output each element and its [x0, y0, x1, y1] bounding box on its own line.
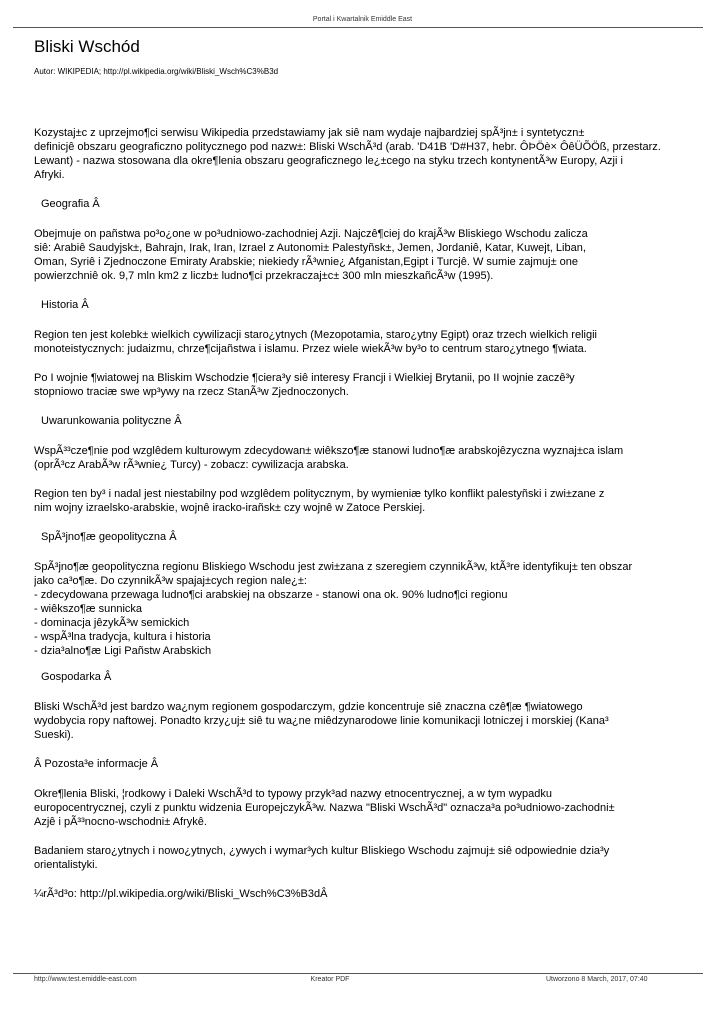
text-line: powierzchniê ok. 9,7 mln km2 z liczb± ludno¶ci przekraczaj±c± 300 mln mieszkañcÃ³w (1995).: [34, 270, 494, 282]
text-line: europocentrycznej, czyli z punktu widzenia EuropejczykÃ³w. Nazwa "Bliski WschÃ³d" oznacza³a po³udniowo-zachodni±: [34, 802, 615, 814]
text-line: nim wojny izraelsko-arabskie, wojnê iracko-irañsk± czy wojnê w Zatoce Perskiej.: [34, 502, 426, 514]
text-line: Kozystaj±c z uprzejmo¶ci serwisu Wikipedia przedstawiamy jak siê nam wydaje najbardziej spÃ³jn± i syntetyczn±: [34, 127, 585, 139]
list-item: - zdecydowana przewaga ludno¶ci arabskiej na obszarze - stanowi ona ok. 90% ludno¶ci regionu: [34, 589, 508, 601]
page-title: Bliski Wschód: [34, 37, 140, 56]
historia-paragraph-1: [34, 328, 725, 356]
text-line: Bliski WschÃ³d jest bardzo wa¿nym regionem gospodarczym, gdzie koncentruje siê znaczna czê¶æ ¶wiatowego: [34, 701, 583, 713]
historia-paragraph-2: [34, 371, 725, 399]
text-line: Region ten by³ i nadal jest niestabilny pod wzglêdem politycznym, by wymieniæ tylko konflikt palestyñski i zwi±zane z: [34, 488, 605, 500]
source-line: ¼rÃ³d³o: http://pl.wikipedia.org/wiki/Bliski_Wsch%C3%B3dÂ: [34, 888, 328, 900]
section-heading-gospodarka: Gospodarka Â: [41, 671, 112, 683]
text-line: Sueski).: [34, 729, 74, 741]
header-divider: [13, 27, 703, 28]
text-line: Afryki.: [34, 169, 65, 181]
factor-list: [34, 588, 725, 658]
text-line: Region ten jest kolebk± wielkich cywilizacji staro¿ytnych (Mezopotamia, staro¿ytny Egipt) oraz trzech wielkich religii: [34, 329, 597, 341]
section-heading-geografia: Geografia Â: [41, 198, 100, 210]
list-item: - dzia³alno¶æ Ligi Pañstw Arabskich: [34, 645, 212, 657]
text-line: SpÃ³jno¶æ geopolityczna regionu Bliskiego Wschodu jest zwi±zana z szeregiem czynnikÃ³w, ktÃ³re identyfikuj± ten obszar: [34, 561, 633, 573]
list-item: - dominacja jêzykÃ³w semickich: [34, 617, 190, 629]
article-body: [34, 126, 725, 911]
polityczne-paragraph-1: [34, 444, 725, 472]
pozostale-paragraph-1: [34, 787, 725, 829]
text-line: Oman, Syriê i Zjednoczone Emiraty Arabskie; niekiedy rÃ³wnie¿ Afganistan,Egipt i Turcjê. W sumie zajmuj± one: [34, 256, 579, 268]
text-line: Azjê i pÃ³³nocno-wschodni± Afrykê.: [34, 816, 207, 828]
footer-divider: [13, 973, 703, 974]
polityczne-paragraph-2: [34, 487, 725, 515]
author-line: Autor: WIKIPEDIA; http://pl.wikipedia.org/wiki/Bliski_Wsch%C3%B3d: [34, 67, 279, 76]
text-line: jako ca³o¶æ. Do czynnikÃ³w spajaj±cych region nale¿±:: [34, 575, 307, 587]
gospodarka-paragraph: [34, 700, 725, 742]
section-heading-pozostale: Â Pozosta³e informacje Â: [34, 758, 159, 770]
text-line: definicjê obszaru geograficzno politycznego pod nazw±: Bliski WschÃ³d (arab. 'D41B 'D#H37, hebr. ÔÞÖè× ÔêÜÕÖß, przestarz.: [34, 141, 661, 153]
section-heading-spojnosc: SpÃ³jno¶æ geopolityczna Â: [41, 531, 177, 543]
text-line: WspÃ³³cze¶nie pod wzglêdem kulturowym zdecydowan± wiêkszo¶æ stanowi ludno¶æ arabskojêzyczna wyznaj±ca islam: [34, 445, 624, 457]
text-line: Badaniem staro¿ytnych i nowo¿ytnych, ¿ywych i wymar³ych kultur Bliskiego Wschodu zajmuj± siê odpowiednie dzia³y: [34, 845, 610, 857]
text-line: Okre¶lenia Bliski, ¦rodkowy i Daleki WschÃ³d to typowy przyk³ad nazwy etnocentrycznej, a w tym wypadku: [34, 788, 553, 800]
geografia-paragraph: [34, 227, 725, 283]
footer-creator: Kreator PDF: [310, 976, 350, 983]
text-line: Lewant) - nazwa stosowana dla okre¶lenia obszaru geograficznego le¿±cego na styku trzech kontynentÃ³w Europy, Azji i: [34, 155, 623, 167]
text-line: siê: Arabiê Saudyjsk±, Bahrajn, Irak, Iran, Izrael z Autonomi± Palestyñsk±, Jemen, Jordaniê, Katar, Kuwejt, Liban,: [34, 242, 586, 254]
section-heading-polityczne: Uwarunkowania polityczne Â: [41, 415, 182, 427]
text-line: stopniowo traciæ swe wp³ywy na rzecz StanÃ³w Zjednoczonych.: [34, 386, 349, 398]
list-item: - wiêkszo¶æ sunnicka: [34, 603, 143, 615]
footer-created-date: Utworzono 8 March, 2017, 07:40: [546, 976, 648, 983]
text-line: wydobycia ropy naftowej. Ponadto krzy¿uj± siê tu wa¿ne miêdzynarodowe linie komunikacji lotniczej i morskiej (Kana³: [34, 715, 609, 727]
text-line: Po I wojnie ¶wiatowej na Bliskim Wschodzie ¶ciera³y siê interesy Francji i Wielkiej Brytanii, po II wojnie zaczê³y: [34, 372, 575, 384]
spojnosc-paragraph: [34, 560, 725, 588]
text-line: Obejmuje on pañstwa po³o¿one w po³udniowo-zachodniej Azji. Najczê¶ciej do krajÃ³w Bliskiego Wschodu zalicza: [34, 228, 588, 240]
text-line: (oprÃ³cz ArabÃ³w rÃ³wnie¿ Turcy) - zobacz: cywilizacja arabska.: [34, 459, 349, 471]
footer-url-link[interactable]: http://www.test.emiddle-east.com: [34, 976, 137, 983]
text-line: orientalistyki.: [34, 859, 98, 871]
pozostale-paragraph-2: [34, 844, 725, 872]
list-item: - wspÃ³lna tradycja, kultura i historia: [34, 631, 211, 643]
page-header: Portal i Kwartalnik Emiddle East: [312, 16, 413, 23]
intro-paragraph: [34, 126, 725, 182]
text-line: monoteistycznych: judaizmu, chrze¶cijañstwa i islamu. Przez wiele wiekÃ³w by³o to centrum staro¿ytnego ¶wiata.: [34, 343, 587, 355]
section-heading-historia: Historia Â: [41, 299, 89, 311]
